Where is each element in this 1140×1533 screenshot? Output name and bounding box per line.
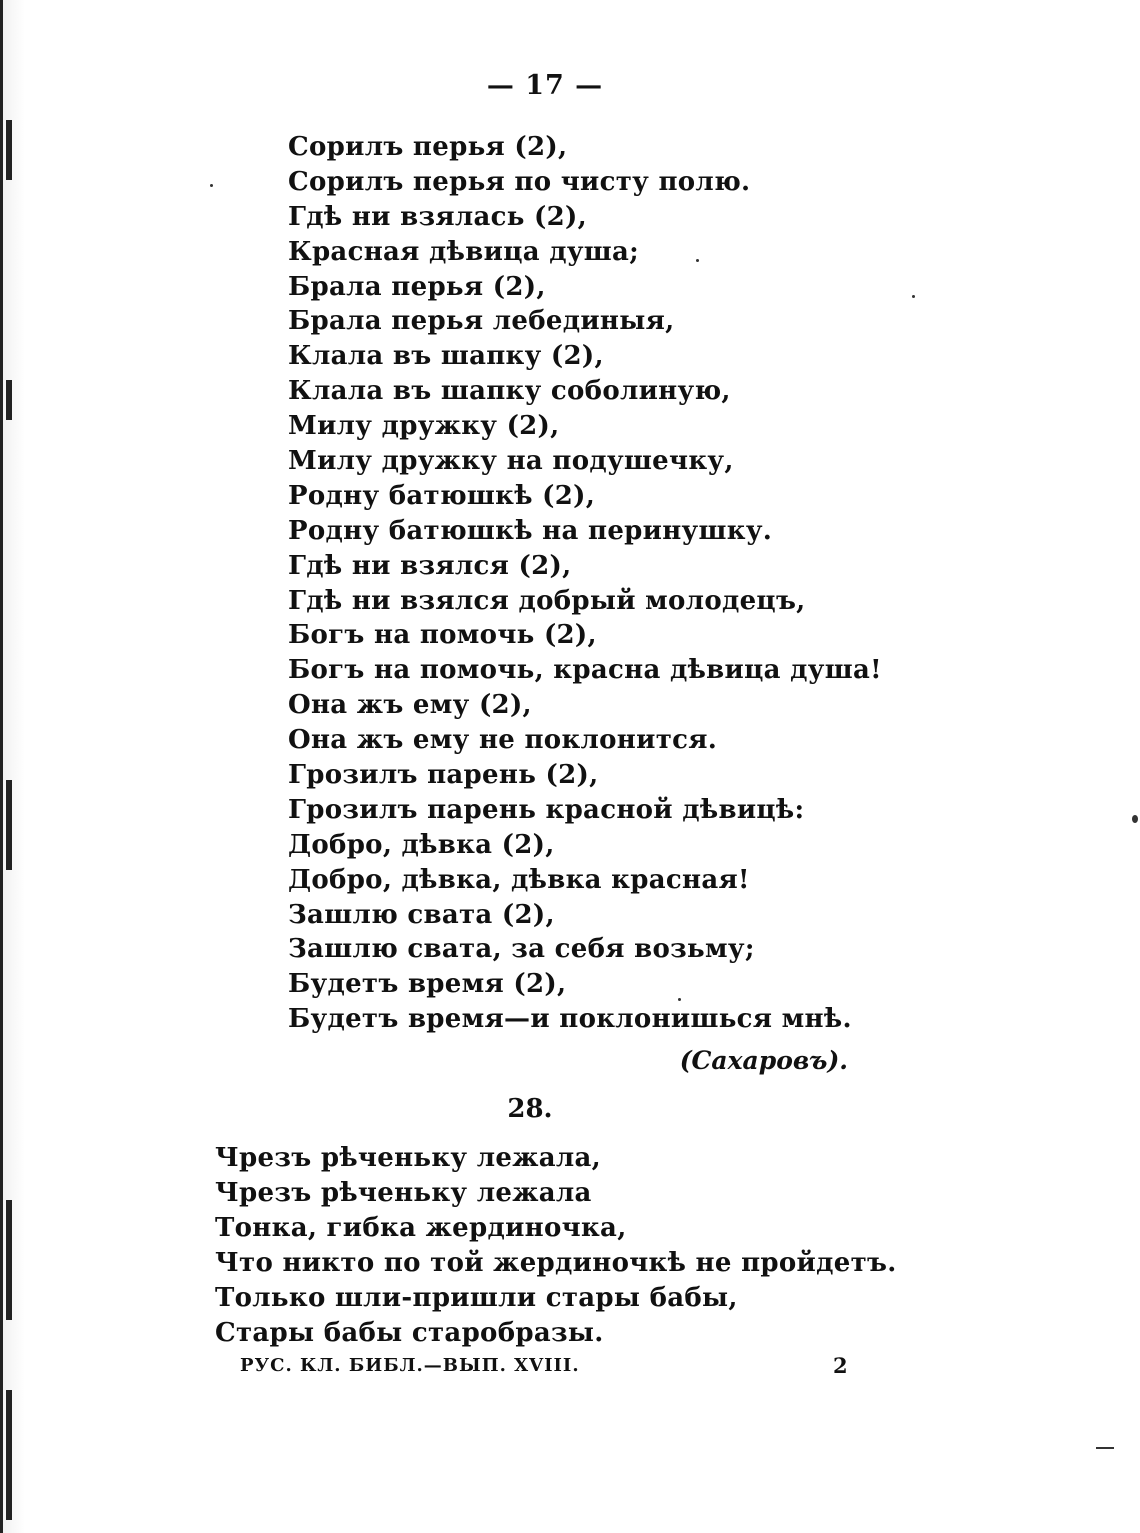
verse-line: Что никто по той жердиночкѣ не пройдетъ.	[215, 1248, 897, 1278]
verse-line: Зашлю свата, за себя возьму;	[288, 934, 755, 965]
verse-line: Она жъ ему (2),	[288, 690, 532, 721]
verse-line: Клала въ шапку (2),	[288, 341, 604, 372]
verse-line: Стары бабы старобразы.	[215, 1318, 604, 1348]
verse-line: Богъ на помочь, красна дѣвица душа!	[288, 655, 882, 686]
edge-mark	[6, 1200, 12, 1320]
verse-line: Только шли-пришли стары бабы,	[215, 1283, 738, 1313]
verse-line: Будетъ время (2),	[288, 969, 567, 1000]
sheet-number: 2	[833, 1353, 848, 1378]
song-28-verse	[215, 1141, 897, 1351]
verse-line: Клала въ шапку соболиную,	[288, 376, 731, 407]
verse-line: Милу дружку на подушечку,	[288, 446, 734, 477]
verse-line: Брала перья лебединыя,	[288, 306, 675, 337]
verse-line: Чрезъ рѣченьку лежала,	[215, 1143, 602, 1173]
edge-mark	[6, 1390, 12, 1520]
verse-line: Грозилъ парень красной дѣвицѣ:	[288, 794, 805, 825]
verse-line: Гдѣ ни взялась (2),	[288, 201, 587, 232]
verse-line: Гдѣ ни взялся (2),	[288, 550, 572, 581]
speck	[210, 184, 213, 187]
verse-line: Красная дѣвица душа;	[288, 236, 640, 267]
speck	[1132, 815, 1138, 823]
page-edge	[0, 0, 25, 1533]
verse-line: Грозилъ парень (2),	[288, 760, 599, 791]
verse-line: Родну батюшкѣ (2),	[288, 480, 596, 511]
verse-line: Она жъ ему не поклонится.	[288, 725, 718, 756]
verse-line: Будетъ время—и поклонишься мнѣ.	[288, 1004, 852, 1035]
speck	[1096, 1447, 1114, 1449]
speck	[912, 295, 915, 298]
song-number: 28.	[507, 1094, 553, 1124]
attribution: (Сахаровъ).	[679, 1046, 848, 1075]
edge-mark	[6, 780, 12, 870]
verse-line: Тонка, гибка жердиночка,	[215, 1213, 627, 1243]
verse-line: Милу дружку (2),	[288, 411, 560, 442]
edge-mark	[6, 380, 12, 420]
speck	[696, 259, 699, 262]
signature-mark: РУС. КЛ. БИБЛ.—ВЫП. XVIII.	[240, 1355, 580, 1376]
verse-line: Добро, дѣвка (2),	[288, 829, 555, 860]
verse-line: Брала перья (2),	[288, 271, 546, 302]
verse-line: Зашлю свата (2),	[288, 899, 555, 930]
song-27-verse	[288, 130, 882, 1037]
verse-line: Добро, дѣвка, дѣвка красная!	[288, 864, 750, 895]
verse-line: Богъ на помочь (2),	[288, 620, 597, 651]
verse-line: Гдѣ ни взялся добрый молодецъ,	[288, 585, 806, 616]
verse-line: Сорилъ перья по чисту полю.	[288, 166, 751, 197]
speck	[678, 998, 681, 1001]
page-number: — 17 —	[486, 70, 604, 101]
verse-line: Сорилъ перья (2),	[288, 132, 568, 162]
verse-line: Родну батюшкѣ на перинушку.	[288, 515, 773, 546]
verse-line: Чрезъ рѣченьку лежала	[215, 1178, 592, 1208]
edge-mark	[6, 120, 12, 180]
